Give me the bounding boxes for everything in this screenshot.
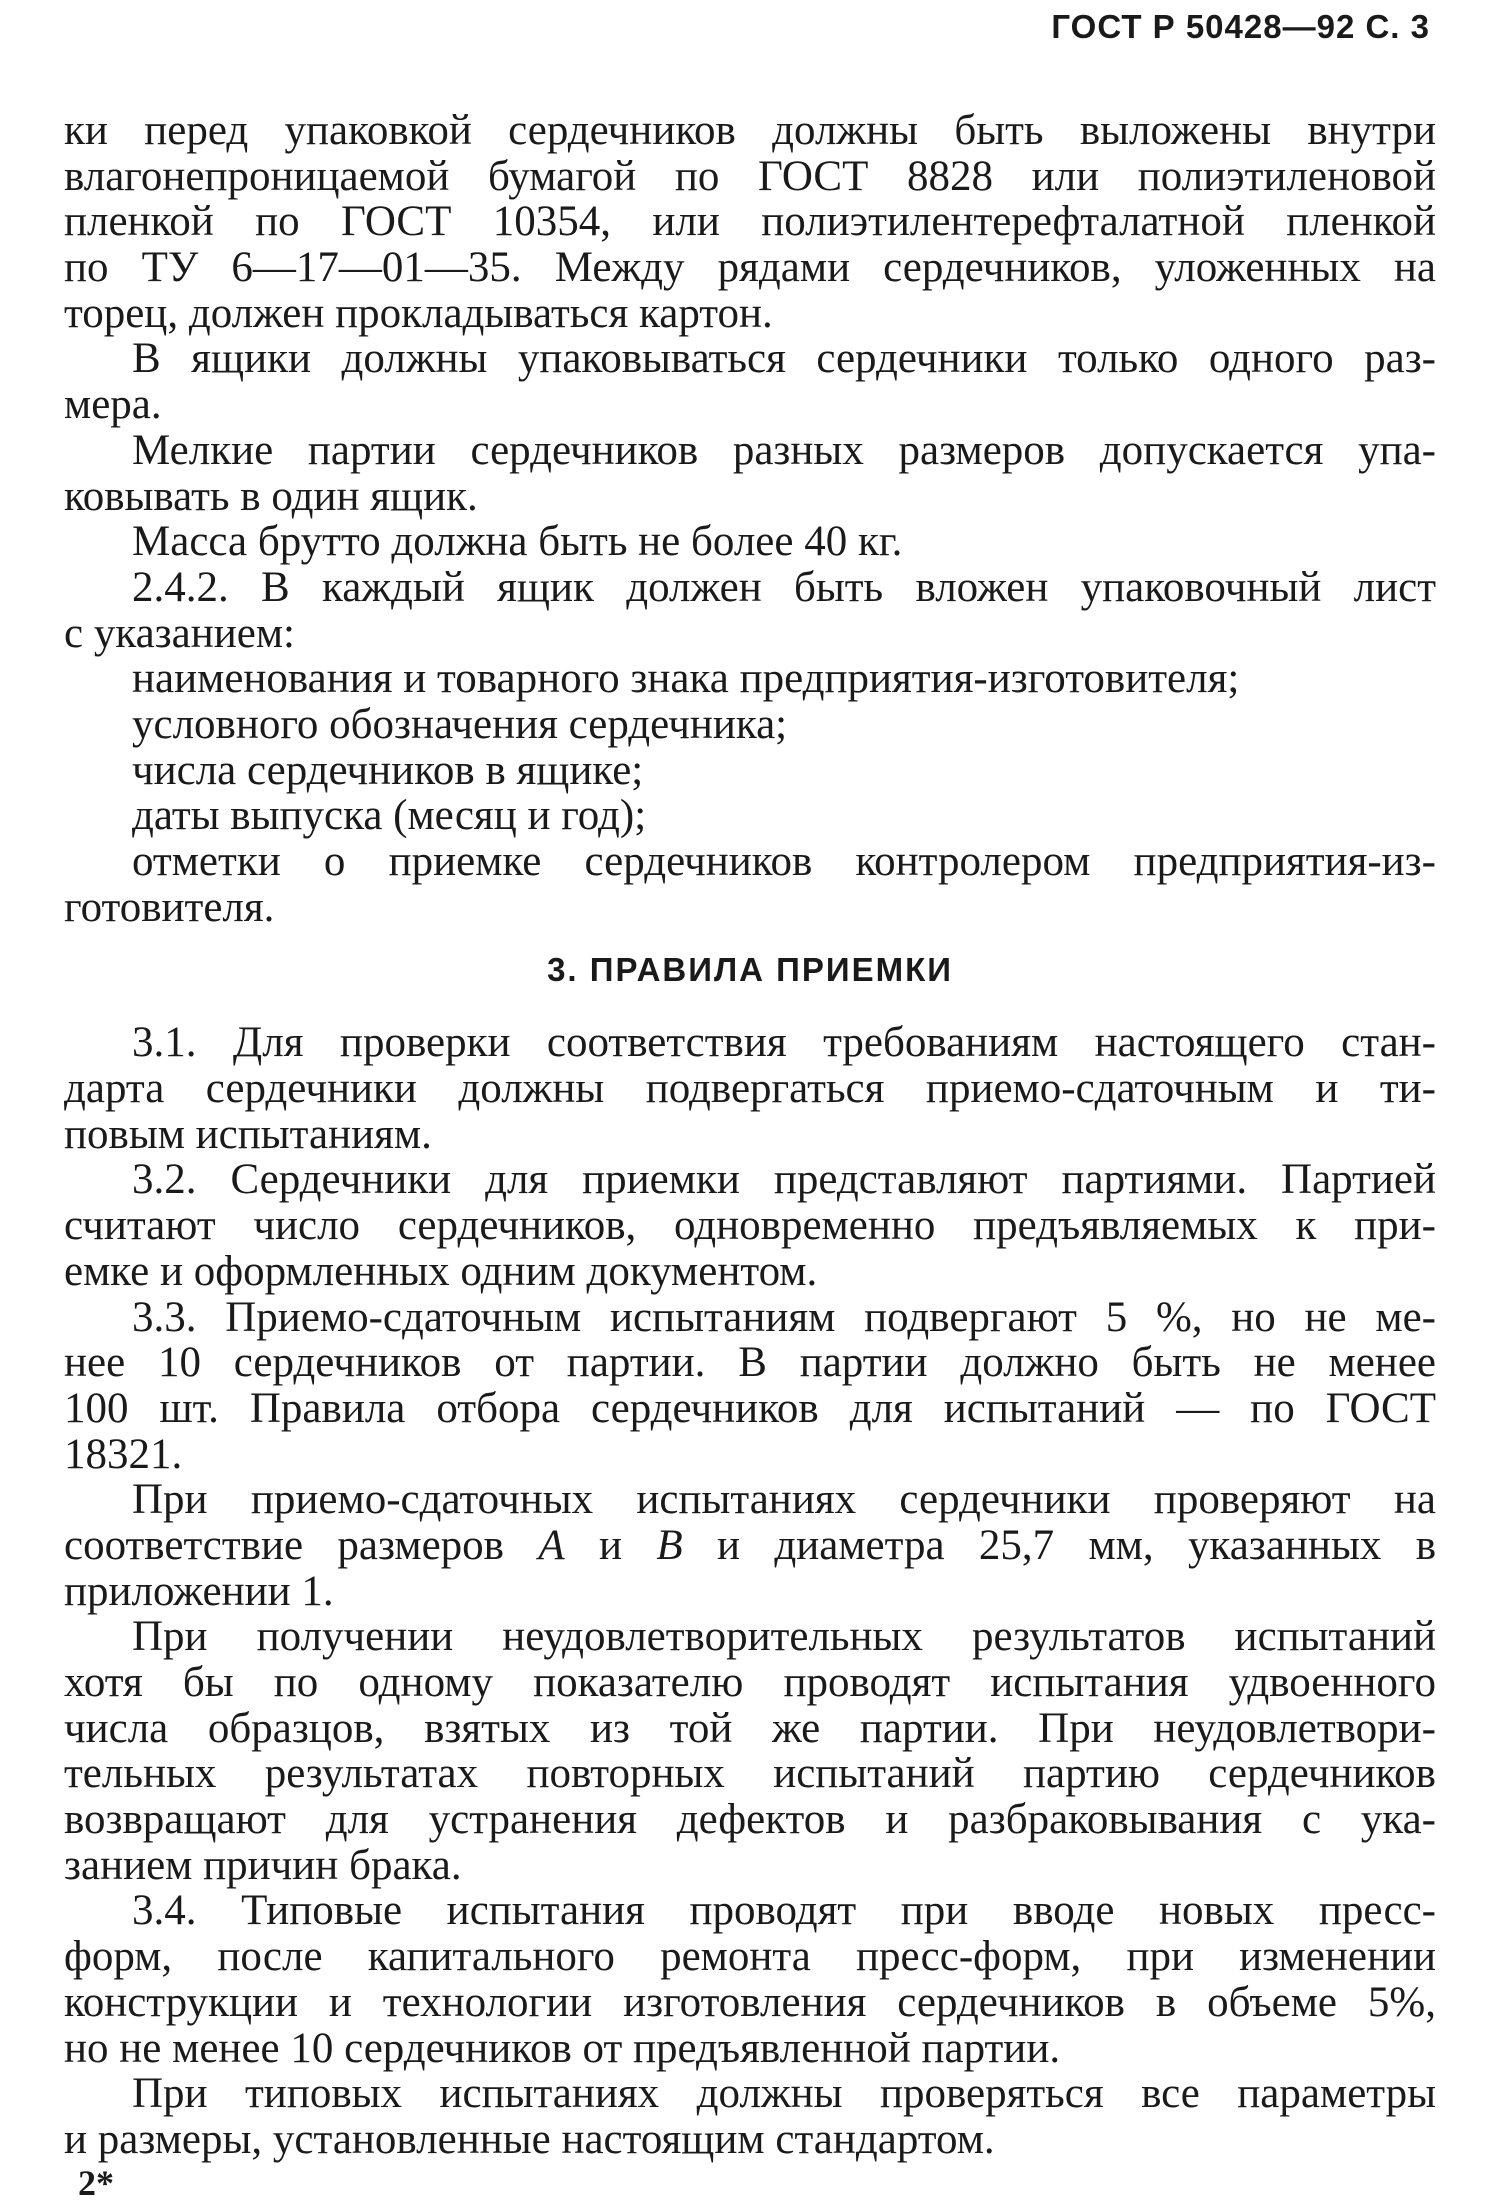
text-line: возвращают для устранения дефектов и разбраковывания с ука- (64, 1796, 1436, 1844)
text-line: повым испытаниям. (64, 1110, 432, 1158)
paragraph-type-tests (64, 2071, 1436, 2162)
text-line: 3.3. Приемо-сдаточным испытаниям подвергают 5 %, но не ме- (132, 1293, 1436, 1341)
paragraph-acceptance-checks (64, 1477, 1436, 1614)
variable-b: В (656, 1521, 683, 1569)
text-line: Мелкие партии сердечников разных размеров допускается упа- (132, 426, 1436, 474)
text-line: по ТУ 6—17—01—35. Между рядами сердечников, уложенных на (64, 244, 1436, 292)
paragraph-retest (64, 1614, 1436, 1888)
text-line: тельных результатах повторных испытаний партию сердечников (64, 1750, 1436, 1798)
body-text (64, 108, 1436, 2163)
packing-list-items (64, 656, 1436, 930)
text-line: влагонепроницаемой бумагой по ГОСТ 8828 или полиэтиленовой (64, 152, 1436, 200)
text-line: нее 10 сердечников от партии. В партии должно быть не менее (64, 1339, 1436, 1387)
text-line: занием причин брака. (64, 1841, 462, 1889)
text-line: 3.4. Типовые испытания проводят при вводе новых пресс- (132, 1887, 1436, 1935)
text-line: но не менее 10 сердечников от предъявленной партии. (64, 2024, 1061, 2072)
list-item: условного обозначения сердечника; (132, 700, 788, 748)
text-line: 3.2. Сердечники для приемки представляют партиями. Партией (132, 1156, 1436, 1204)
text-line: пленкой по ГОСТ 10354, или полиэтилентерефталатной пленкой (64, 198, 1436, 246)
list-item: готовителя. (64, 883, 275, 931)
text-line: Масса брутто должна быть не более 40 кг. (132, 518, 903, 566)
text-line: приложении 1. (64, 1567, 334, 1615)
list-item: числа сердечников в ящике; (132, 746, 644, 794)
text-line: хотя бы по одному показателю проводят испытания удвоенного (64, 1659, 1436, 1706)
text-line: В ящики должны упаковываться сердечники только одного раз- (132, 335, 1436, 383)
paragraph-3-3 (64, 1295, 1436, 1478)
paragraph-packaging-continuation (64, 108, 1436, 336)
text-span: и (564, 1521, 657, 1569)
text-line: дарта сердечники должны подвергаться приемо-сдаточным и ти- (64, 1065, 1436, 1113)
list-item: наименования и товарного знака предприятия-изготовителя; (132, 655, 1240, 703)
text-line: При получении неудовлетворительных результатов испытаний (132, 1613, 1436, 1661)
text-line: 100 шт. Правила отбора сердечников для испытаний — по ГОСТ (64, 1384, 1436, 1432)
list-item: отметки о приемке сердечников контролером предприятия-из- (132, 838, 1436, 885)
paragraph-2-4-2 (64, 565, 1436, 656)
signature-mark: 2* (78, 2163, 114, 2203)
paragraph-3-4 (64, 1888, 1436, 2071)
text-line: ки перед упаковкой сердечников должны быть выложены внутри (64, 107, 1436, 154)
text-line: При типовых испытаниях должны проверяться все параметры (132, 2070, 1436, 2118)
text-line: 3.1. Для проверки соответствия требованиям настоящего стан- (132, 1019, 1436, 1067)
variable-a: А (538, 1521, 565, 1569)
paragraph-3-2 (64, 1157, 1436, 1294)
text-line: емке и оформленных одним документом. (64, 1247, 818, 1295)
text-line: и размеры, установленные настоящим стандартом. (64, 2115, 995, 2163)
text-line: форм, после капитального ремонта пресс-форм, при изменении (64, 1933, 1436, 1981)
text-line: конструкции и технологии изготовления сердечников в объеме 5%, (64, 1978, 1436, 2026)
text-line: числа образцов, взятых из той же партии. При неудовлетвори- (64, 1704, 1436, 1752)
text-line: торец, должен прокладываться картон. (64, 289, 773, 337)
text-line: считают число сердечников, одновременно предъявляемых к при- (64, 1202, 1436, 1250)
text-line: ковывать в один ящик. (64, 472, 478, 520)
text-line: 18321. (64, 1430, 183, 1478)
list-item: даты выпуска (месяц и год); (132, 792, 647, 840)
paragraph-small-batches (64, 428, 1436, 519)
text-line: При приемо-сдаточных испытаниях сердечники проверяют на (132, 1476, 1436, 1524)
text-line: 2.4.2. В каждый ящик должен быть вложен упаковочный лист (132, 563, 1436, 611)
text-line: мера. (64, 381, 162, 429)
paragraph-gross-mass (64, 519, 1436, 565)
section-heading: 3. ПРАВИЛА ПРИЕМКИ (547, 951, 953, 989)
text-line: с указанием: (64, 609, 295, 657)
page-header: ГОСТ Р 50428—92 С. 3 (1051, 8, 1430, 45)
text-span: и диаметра 25,7 мм, указанных в (682, 1521, 1436, 1569)
paragraph-3-1 (64, 1020, 1436, 1157)
text-span: соответствие размеров (64, 1521, 539, 1569)
text-line-with-variables (64, 1523, 1436, 1569)
paragraph-one-size-boxes (64, 336, 1436, 427)
